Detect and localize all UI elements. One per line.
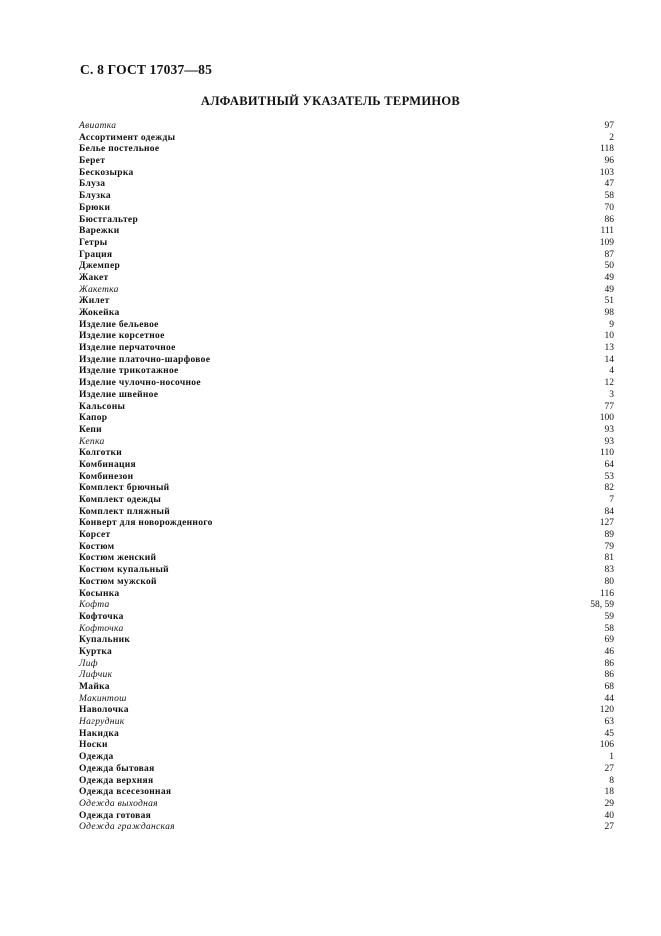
index-page-number: 80 xyxy=(604,576,614,587)
index-entry xyxy=(79,635,614,647)
index-page-number: 89 xyxy=(604,530,614,541)
index-page-number: 27 xyxy=(604,822,614,833)
index-page-number: 111 xyxy=(600,226,614,237)
index-entry xyxy=(79,448,614,460)
index-page-number: 98 xyxy=(604,308,614,318)
index-term: Жокейка xyxy=(79,308,120,318)
index-term: Кальсоны xyxy=(79,401,126,412)
index-page-number: 58, 59 xyxy=(590,600,614,611)
index-term: Блузка xyxy=(79,191,111,202)
index-entry xyxy=(79,390,614,402)
index-page-number: 103 xyxy=(599,167,614,178)
index-entry xyxy=(79,764,614,776)
index-term: Комбинация xyxy=(79,459,136,470)
index-entry xyxy=(79,600,614,612)
index-page-number: 96 xyxy=(604,156,614,167)
index-page-number: 12 xyxy=(604,378,614,389)
index-entry xyxy=(79,285,614,297)
index-page-number: 8 xyxy=(609,775,614,786)
index-term: Костюм женский xyxy=(79,553,157,564)
index-term: Изделие бельевое xyxy=(79,319,159,330)
index-term: Нагрудник xyxy=(79,717,125,728)
index-entry xyxy=(79,612,614,624)
index-term: Изделие чулочно-носочное xyxy=(79,378,201,389)
term-index-list xyxy=(79,121,614,834)
index-page-number: 9 xyxy=(609,319,614,330)
index-term: Берет xyxy=(79,156,106,167)
index-term: Одежда всесезонная xyxy=(79,787,172,798)
index-term: Изделие перчаточное xyxy=(79,343,176,354)
index-page-number: 18 xyxy=(604,787,614,798)
index-entry xyxy=(79,215,614,227)
index-term: Жакетка xyxy=(79,284,119,295)
index-term: Куртка xyxy=(79,646,113,657)
index-entry xyxy=(79,752,614,764)
index-entry xyxy=(79,203,614,215)
index-page-number: 49 xyxy=(604,284,614,295)
index-page-number: 44 xyxy=(604,693,614,704)
index-entry xyxy=(79,144,614,156)
index-page-number: 63 xyxy=(604,717,614,728)
index-entry xyxy=(79,624,614,636)
index-entry xyxy=(79,308,614,320)
index-page-number: 109 xyxy=(599,237,614,248)
index-entry xyxy=(79,740,614,752)
index-term: Кофточка xyxy=(79,623,124,634)
index-page-number: 93 xyxy=(604,436,614,447)
index-term: Костюм xyxy=(79,541,115,552)
index-page-number: 100 xyxy=(599,413,614,424)
index-entry xyxy=(79,355,614,367)
index-page-number: 58 xyxy=(604,191,614,202)
index-term: Комплект брючный xyxy=(79,483,170,494)
index-term: Кепи xyxy=(79,424,102,435)
index-page-number: 4 xyxy=(609,366,614,377)
index-term: Макинтош xyxy=(79,693,127,704)
index-term: Грация xyxy=(79,249,113,260)
index-entry xyxy=(79,647,614,659)
index-page-number: 27 xyxy=(604,763,614,774)
index-entry xyxy=(79,425,614,437)
index-entry xyxy=(79,682,614,694)
index-page-number: 97 xyxy=(604,121,614,131)
index-entry xyxy=(79,530,614,542)
index-term: Кофта xyxy=(79,600,110,611)
index-term: Джемпер xyxy=(79,261,121,272)
index-entry xyxy=(79,366,614,378)
index-term: Корсет xyxy=(79,530,111,541)
index-entry xyxy=(79,121,614,133)
index-entry xyxy=(79,320,614,332)
index-term: Одежда готовая xyxy=(79,810,152,821)
index-entry xyxy=(79,729,614,741)
index-page-number: 93 xyxy=(604,424,614,435)
index-page-number: 69 xyxy=(604,635,614,646)
index-entry xyxy=(79,179,614,191)
index-term: Изделие корсетное xyxy=(79,331,165,342)
index-term: Одежда выходная xyxy=(79,798,158,809)
index-page-number: 120 xyxy=(599,705,614,716)
index-term: Комплект пляжный xyxy=(79,506,170,517)
index-entry xyxy=(79,787,614,799)
index-page-number: 3 xyxy=(609,389,614,400)
index-entry xyxy=(79,659,614,671)
index-term: Жилет xyxy=(79,296,110,307)
index-term: Комплект одежды xyxy=(79,495,162,505)
index-entry xyxy=(79,331,614,343)
index-entry xyxy=(79,133,614,145)
index-entry xyxy=(79,413,614,425)
index-page-number: 86 xyxy=(604,658,614,669)
index-term: Белье постельное xyxy=(79,144,160,155)
index-term: Изделие платочно-шарфовое xyxy=(79,354,211,365)
index-entry xyxy=(79,811,614,823)
index-term: Майка xyxy=(79,682,110,692)
index-term: Конверт для новорожденного xyxy=(79,518,213,529)
index-entry xyxy=(79,542,614,554)
index-entry xyxy=(79,472,614,484)
index-term: Одежда бытовая xyxy=(79,763,155,774)
index-entry xyxy=(79,670,614,682)
index-term: Костюм купальный xyxy=(79,565,169,576)
index-page-number: 29 xyxy=(604,798,614,809)
index-entry xyxy=(79,156,614,168)
index-term: Жакет xyxy=(79,272,109,283)
index-entry xyxy=(79,296,614,308)
index-page-number: 68 xyxy=(604,682,614,692)
index-entry xyxy=(79,168,614,180)
index-page-number: 87 xyxy=(604,249,614,260)
index-page-number: 79 xyxy=(604,541,614,552)
index-page-number: 47 xyxy=(604,179,614,190)
index-entry xyxy=(79,238,614,250)
index-page-number: 118 xyxy=(600,144,614,155)
index-entry xyxy=(79,694,614,706)
index-page-number: 116 xyxy=(600,588,614,599)
index-entry xyxy=(79,460,614,472)
index-page-number: 127 xyxy=(599,518,614,529)
index-term: Лифчик xyxy=(79,670,113,681)
index-term: Бюстгальтер xyxy=(79,214,139,225)
index-title: АЛФАВИТНЫЙ УКАЗАТЕЛЬ ТЕРМИНОВ xyxy=(200,94,461,108)
index-term: Брюки xyxy=(79,202,111,213)
index-entry xyxy=(79,437,614,449)
index-entry xyxy=(79,402,614,414)
index-term: Накидка xyxy=(79,728,120,739)
index-entry xyxy=(79,507,614,519)
index-entry xyxy=(79,226,614,238)
index-page-number: 86 xyxy=(604,670,614,681)
index-page-number: 77 xyxy=(604,401,614,412)
index-page-number: 1 xyxy=(609,752,614,763)
index-page-number: 13 xyxy=(604,343,614,354)
index-page-number: 64 xyxy=(604,459,614,470)
index-entry xyxy=(79,799,614,811)
index-entry xyxy=(79,273,614,285)
index-term: Бескозырка xyxy=(79,167,134,178)
index-page-number: 70 xyxy=(604,202,614,213)
index-term: Гетры xyxy=(79,237,108,248)
index-page-number: 81 xyxy=(604,553,614,564)
index-page-number: 53 xyxy=(604,471,614,482)
index-term: Костюм мужской xyxy=(79,576,157,587)
index-page-number: 84 xyxy=(604,506,614,517)
index-entry xyxy=(79,191,614,203)
index-term: Комбинезон xyxy=(79,471,134,482)
index-page-number: 86 xyxy=(604,214,614,225)
index-entry xyxy=(79,343,614,355)
index-page-number: 110 xyxy=(600,448,614,459)
index-term: Носки xyxy=(79,740,108,751)
page-header: С. 8 ГОСТ 17037—85 xyxy=(80,62,213,77)
index-entry xyxy=(79,483,614,495)
index-entry xyxy=(79,495,614,507)
index-page-number: 10 xyxy=(604,331,614,342)
index-entry xyxy=(79,518,614,530)
index-entry xyxy=(79,553,614,565)
index-entry xyxy=(79,378,614,390)
index-term: Авиатка xyxy=(79,121,117,131)
index-term: Косынка xyxy=(79,588,120,599)
index-page-number: 7 xyxy=(609,495,614,505)
index-page-number: 59 xyxy=(604,611,614,622)
index-page-number: 14 xyxy=(604,354,614,365)
index-page-number: 2 xyxy=(609,132,614,143)
index-page-number: 46 xyxy=(604,646,614,657)
index-entry xyxy=(79,589,614,601)
index-term: Наволочка xyxy=(79,705,129,716)
index-term: Варежки xyxy=(79,226,120,237)
index-page-number: 51 xyxy=(604,296,614,307)
index-term: Колготки xyxy=(79,448,123,459)
index-term: Кепка xyxy=(79,436,105,447)
index-term: Капор xyxy=(79,413,108,424)
index-term: Лиф xyxy=(79,658,98,669)
index-term: Изделие трикотажное xyxy=(79,366,179,377)
index-page-number: 45 xyxy=(604,728,614,739)
index-entry xyxy=(79,717,614,729)
index-term: Одежда гражданская xyxy=(79,822,175,833)
index-term: Кофточка xyxy=(79,611,124,622)
index-page-number: 106 xyxy=(599,740,614,751)
index-entry xyxy=(79,822,614,834)
index-page-number: 82 xyxy=(604,483,614,494)
index-term: Купальник xyxy=(79,635,131,646)
index-entry xyxy=(79,261,614,273)
index-term: Одежда верхняя xyxy=(79,775,154,786)
index-page-number: 49 xyxy=(604,272,614,283)
index-page-number: 40 xyxy=(604,810,614,821)
index-term: Блуза xyxy=(79,179,106,190)
index-page-number: 58 xyxy=(604,623,614,634)
index-entry xyxy=(79,250,614,262)
index-term: Одежда xyxy=(79,752,114,763)
index-entry xyxy=(79,577,614,589)
index-entry xyxy=(79,776,614,788)
index-term: Изделие швейное xyxy=(79,389,159,400)
index-entry xyxy=(79,565,614,577)
index-page-number: 50 xyxy=(604,261,614,272)
index-entry xyxy=(79,705,614,717)
index-term: Ассортимент одежды xyxy=(79,132,176,143)
index-page-number: 83 xyxy=(604,565,614,576)
